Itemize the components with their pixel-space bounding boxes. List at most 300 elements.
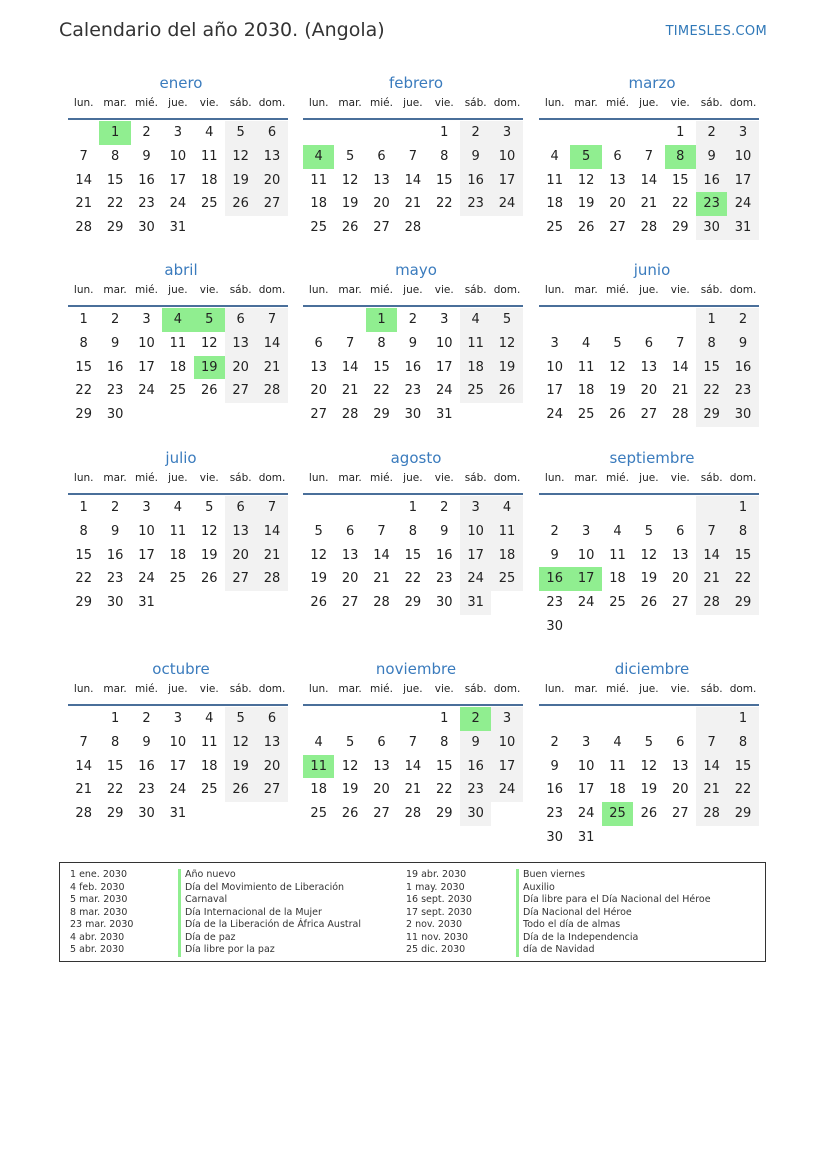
day-cell: 12: [310, 547, 327, 563]
holiday-name: Día Internacional de la Mujer: [178, 907, 361, 920]
day-cell: 7: [676, 335, 685, 351]
day-cell: 9: [460, 731, 491, 755]
day-cell: 10: [169, 148, 187, 164]
day-cell: 16: [404, 359, 422, 375]
day-cell: 21: [341, 383, 359, 399]
day-cell: 5: [644, 734, 653, 750]
day-cell: 10: [546, 359, 563, 375]
month-name: noviembre: [375, 660, 457, 678]
empty-cell: [570, 707, 601, 731]
weekday-label: mié.: [135, 284, 158, 296]
day-cell: 18: [310, 196, 327, 212]
day-cell: 17: [138, 547, 155, 563]
day-cell: 27: [671, 806, 689, 822]
weekday-label: mié.: [135, 472, 158, 484]
day-cell: 29: [373, 407, 390, 423]
day-cell: 17: [727, 169, 758, 193]
weekday-label: mar.: [338, 472, 362, 484]
day-cell: 25: [460, 379, 491, 403]
weekday-header: [539, 94, 759, 120]
weekday-header: [303, 94, 523, 120]
weekday-label: dom.: [729, 472, 757, 484]
weekday-label: jue.: [403, 284, 423, 296]
day-cell: 14: [671, 359, 689, 375]
weekday-label: mié.: [370, 683, 393, 695]
holiday-name: Día de la Liberación de África Austral: [178, 919, 361, 932]
holiday-day-cell: 1: [366, 308, 397, 332]
day-cell: 31: [169, 806, 187, 822]
day-cell: 4: [491, 496, 522, 520]
day-cell: 23: [435, 571, 453, 587]
month-junio: [539, 259, 759, 427]
day-cell: 20: [256, 169, 287, 193]
empty-cell: [539, 121, 570, 145]
day-cell: 28: [75, 220, 92, 236]
day-cell: 25: [310, 806, 327, 822]
empty-cell: [696, 707, 727, 731]
day-cell: 20: [671, 571, 689, 587]
day-cell: 6: [377, 734, 386, 750]
holiday-names-right: [516, 869, 711, 957]
empty-cell: [397, 121, 428, 145]
day-cell: 1: [440, 125, 449, 140]
day-cell: 19: [640, 782, 658, 798]
day-cell: 31: [727, 216, 758, 240]
weekday-label: lun.: [544, 284, 565, 296]
day-cell: 15: [75, 547, 92, 563]
day-cell: 28: [404, 220, 422, 236]
day-cell: 14: [75, 172, 92, 188]
day-cell: 5: [314, 523, 323, 539]
holiday-day-cell: 25: [602, 802, 633, 826]
weekday-label: sáb.: [229, 683, 252, 695]
day-cell: 28: [75, 806, 92, 822]
day-cell: 7: [79, 734, 88, 750]
weekday-label: mar.: [103, 683, 127, 695]
day-cell: 3: [440, 312, 449, 327]
weekday-label: sáb.: [700, 284, 723, 296]
holiday-names-left: [178, 869, 361, 957]
holiday-list: [59, 862, 766, 962]
day-cell: 4: [613, 734, 622, 750]
holiday-day-cell: 4: [303, 145, 334, 169]
day-cell: 30: [404, 407, 422, 423]
weekday-label: jue.: [639, 97, 659, 109]
day-cell: 20: [225, 356, 256, 380]
empty-cell: [665, 707, 696, 731]
day-cell: 28: [373, 595, 390, 611]
day-cell: 3: [491, 121, 522, 145]
weekday-label: vie.: [670, 284, 690, 296]
month-name: mayo: [395, 261, 437, 279]
weekday-header: [539, 469, 759, 495]
day-cell: 1: [727, 496, 758, 520]
weekday-label: jue.: [403, 472, 423, 484]
day-cell: 7: [408, 734, 417, 750]
day-cell: 9: [142, 734, 151, 750]
holiday-name: Día de paz: [178, 932, 361, 945]
day-cell: 1: [440, 711, 449, 726]
day-cell: 10: [727, 145, 758, 169]
day-cell: 3: [173, 125, 182, 140]
day-cell: 4: [550, 148, 559, 164]
weekday-label: mar.: [338, 683, 362, 695]
day-cell: 26: [491, 379, 522, 403]
day-cell: 19: [609, 383, 626, 399]
weekday-label: jue.: [168, 97, 188, 109]
day-cell: 30: [435, 595, 453, 611]
holiday-day-cell: 5: [194, 308, 225, 332]
day-cell: 18: [169, 547, 187, 563]
day-cell: 22: [373, 383, 390, 399]
day-cell: 13: [341, 547, 359, 563]
weekday-label: dom.: [258, 97, 286, 109]
weekday-label: dom.: [493, 683, 521, 695]
day-grid: [539, 496, 759, 639]
weekday-label: mié.: [135, 683, 158, 695]
day-cell: 1: [676, 125, 685, 140]
day-cell: 11: [169, 335, 187, 351]
month-febrero: [303, 72, 523, 240]
holiday-date: 4 feb. 2030: [70, 881, 125, 893]
day-cell: 9: [110, 335, 120, 351]
day-cell: 15: [106, 172, 124, 188]
day-cell: 13: [671, 547, 689, 563]
day-cell: 24: [169, 196, 187, 212]
day-cell: 8: [727, 520, 758, 544]
holiday-name: Año nuevo: [178, 869, 361, 882]
day-cell: 26: [225, 778, 256, 802]
weekday-label: mar.: [103, 284, 127, 296]
day-cell: 29: [106, 220, 124, 236]
brand-link[interactable]: TIMESLES.COM: [665, 24, 767, 39]
day-grid: [68, 496, 288, 615]
day-cell: 16: [696, 169, 727, 193]
day-cell: 15: [435, 758, 453, 774]
empty-cell: [570, 308, 601, 332]
day-cell: 13: [609, 172, 626, 188]
day-cell: 12: [341, 172, 359, 188]
day-cell: 28: [671, 407, 689, 423]
day-cell: 22: [727, 567, 758, 591]
day-cell: 1: [727, 707, 758, 731]
day-cell: 28: [341, 407, 359, 423]
day-cell: 27: [640, 407, 658, 423]
weekday-label: vie.: [434, 683, 454, 695]
weekday-label: vie.: [199, 97, 219, 109]
day-cell: 19: [577, 196, 595, 212]
day-cell: 17: [577, 782, 595, 798]
month-name: junio: [633, 261, 671, 279]
empty-cell: [334, 496, 365, 520]
day-cell: 11: [169, 523, 187, 539]
day-cell: 30: [460, 802, 491, 826]
day-cell: 18: [169, 359, 187, 375]
month-octubre: [68, 658, 288, 826]
day-cell: 11: [491, 520, 522, 544]
month-name: agosto: [390, 449, 442, 467]
day-cell: 26: [310, 595, 327, 611]
day-cell: 30: [106, 595, 124, 611]
day-cell: 17: [460, 544, 491, 568]
holiday-day-cell: 8: [665, 145, 696, 169]
day-cell: 4: [581, 335, 591, 351]
day-cell: 4: [314, 734, 323, 750]
day-cell: 27: [225, 379, 256, 403]
day-cell: 26: [640, 595, 658, 611]
day-cell: 12: [200, 523, 218, 539]
day-cell: 31: [577, 829, 595, 845]
empty-cell: [303, 121, 334, 145]
day-cell: 16: [106, 359, 124, 375]
holiday-dates-left: [70, 869, 133, 957]
day-grid: [303, 121, 523, 240]
day-cell: 30: [138, 806, 155, 822]
day-cell: 11: [577, 359, 595, 375]
day-cell: 11: [460, 332, 491, 356]
day-cell: 8: [377, 335, 386, 351]
day-cell: 26: [341, 806, 359, 822]
holiday-date: 4 abr. 2030: [70, 931, 125, 943]
day-cell: 15: [435, 172, 453, 188]
weekday-label: dom.: [258, 284, 286, 296]
day-cell: 25: [577, 407, 595, 423]
day-cell: 16: [138, 758, 155, 774]
holiday-day-cell: 16: [539, 567, 570, 591]
day-cell: 31: [138, 595, 155, 611]
day-cell: 6: [613, 148, 622, 164]
day-cell: 15: [696, 356, 727, 380]
day-cell: 27: [256, 192, 287, 216]
day-cell: 17: [546, 383, 563, 399]
weekday-header: [303, 680, 523, 706]
day-cell: 29: [727, 802, 758, 826]
weekday-label: mar.: [574, 284, 598, 296]
day-cell: 17: [138, 359, 155, 375]
day-cell: 3: [491, 707, 522, 731]
day-cell: 10: [491, 731, 522, 755]
day-cell: 23: [546, 595, 563, 611]
day-cell: 11: [200, 148, 218, 164]
day-cell: 2: [460, 121, 491, 145]
empty-cell: [633, 308, 664, 332]
month-agosto: [303, 447, 523, 615]
day-cell: 2: [142, 711, 151, 726]
day-cell: 15: [106, 758, 124, 774]
empty-cell: [334, 121, 365, 145]
holiday-day-cell: 2: [460, 707, 491, 731]
weekday-header: [303, 281, 523, 307]
day-cell: 4: [205, 125, 214, 140]
day-cell: 15: [404, 547, 422, 563]
day-cell: 24: [169, 782, 187, 798]
weekday-label: lun.: [544, 472, 565, 484]
day-cell: 23: [404, 383, 422, 399]
day-cell: 30: [106, 407, 124, 423]
empty-cell: [696, 496, 727, 520]
weekday-header: [68, 680, 288, 706]
day-cell: 6: [225, 308, 256, 332]
day-cell: 10: [577, 547, 595, 563]
weekday-label: dom.: [493, 97, 521, 109]
day-cell: 27: [256, 778, 287, 802]
weekday-label: dom.: [258, 683, 286, 695]
day-grid: [303, 308, 523, 427]
day-cell: 6: [256, 707, 287, 731]
day-cell: 13: [640, 359, 658, 375]
day-grid: [68, 707, 288, 826]
day-cell: 21: [640, 196, 658, 212]
holiday-day-cell: 5: [570, 145, 601, 169]
day-cell: 5: [205, 500, 214, 515]
day-cell: 29: [404, 595, 422, 611]
day-cell: 8: [727, 731, 758, 755]
holiday-date: 16 sept. 2030: [406, 894, 472, 905]
day-cell: 21: [373, 571, 390, 587]
day-cell: 14: [373, 547, 390, 563]
day-cell: 31: [169, 220, 187, 236]
day-cell: 22: [404, 571, 422, 587]
weekday-label: mié.: [606, 683, 629, 695]
weekday-label: sáb.: [229, 472, 252, 484]
day-cell: 3: [142, 500, 151, 515]
day-grid: [68, 308, 288, 427]
day-cell: 30: [696, 216, 727, 240]
weekday-label: mié.: [370, 97, 393, 109]
day-cell: 24: [435, 383, 453, 399]
day-cell: 1: [79, 312, 88, 327]
day-cell: 25: [200, 782, 218, 798]
day-cell: 5: [613, 335, 622, 351]
day-cell: 22: [75, 571, 92, 587]
holiday-day-cell: 23: [696, 192, 727, 216]
holiday-date: 2 nov. 2030: [406, 919, 462, 930]
day-cell: 11: [609, 758, 626, 774]
day-cell: 15: [671, 172, 689, 188]
day-cell: 20: [310, 383, 327, 399]
day-cell: 27: [373, 806, 390, 822]
day-cell: 28: [256, 567, 287, 591]
day-cell: 14: [256, 332, 287, 356]
day-cell: 11: [546, 172, 563, 188]
day-cell: 2: [408, 312, 417, 327]
day-cell: 24: [727, 192, 758, 216]
weekday-label: lun.: [73, 472, 94, 484]
empty-cell: [334, 308, 365, 332]
day-cell: 18: [310, 782, 327, 798]
month-julio: [68, 447, 288, 615]
day-cell: 6: [225, 496, 256, 520]
day-cell: 21: [696, 778, 727, 802]
weekday-label: jue.: [639, 284, 659, 296]
empty-cell: [366, 121, 397, 145]
weekday-label: mar.: [338, 284, 362, 296]
holiday-date: 19 abr. 2030: [406, 869, 467, 880]
day-cell: 23: [460, 192, 491, 216]
day-cell: 8: [110, 734, 120, 750]
day-cell: 29: [75, 407, 92, 423]
day-cell: 9: [550, 547, 559, 563]
day-cell: 8: [440, 734, 449, 750]
day-cell: 4: [205, 711, 214, 726]
day-cell: 8: [79, 523, 88, 539]
day-cell: 3: [173, 711, 182, 726]
day-cell: 1: [79, 500, 88, 515]
month-noviembre: [303, 658, 523, 826]
day-cell: 7: [256, 496, 287, 520]
day-cell: 25: [200, 196, 218, 212]
day-cell: 4: [460, 308, 491, 332]
holiday-date: 1 may. 2030: [406, 881, 465, 893]
weekday-label: jue.: [168, 284, 188, 296]
day-cell: 20: [373, 196, 390, 212]
day-cell: 3: [460, 496, 491, 520]
day-cell: 14: [75, 758, 92, 774]
weekday-label: vie.: [670, 683, 690, 695]
day-cell: 3: [142, 312, 151, 327]
day-cell: 26: [225, 192, 256, 216]
day-grid: [303, 707, 523, 826]
day-cell: 19: [341, 782, 359, 798]
page-title: Calendario del año 2030. (Angola): [59, 19, 385, 41]
day-cell: 13: [671, 758, 689, 774]
day-cell: 22: [696, 379, 727, 403]
day-cell: 16: [460, 755, 491, 779]
weekday-label: mié.: [370, 284, 393, 296]
day-cell: 28: [696, 802, 727, 826]
holiday-name: Carnaval: [178, 894, 361, 907]
day-grid: [539, 121, 759, 240]
weekday-label: jue.: [639, 683, 659, 695]
day-cell: 18: [200, 758, 218, 774]
day-cell: 7: [696, 731, 727, 755]
weekday-label: sáb.: [700, 683, 723, 695]
month-name: febrero: [388, 74, 444, 92]
day-cell: 10: [460, 520, 491, 544]
day-cell: 5: [225, 121, 256, 145]
weekday-label: vie.: [434, 284, 454, 296]
holiday-date: 23 mar. 2030: [70, 919, 134, 930]
day-cell: 11: [609, 547, 626, 563]
day-cell: 8: [696, 332, 727, 356]
day-cell: 3: [727, 121, 758, 145]
day-cell: 28: [256, 379, 287, 403]
day-cell: 14: [256, 520, 287, 544]
day-cell: 30: [138, 220, 155, 236]
day-cell: 21: [671, 383, 689, 399]
empty-cell: [665, 496, 696, 520]
day-cell: 24: [138, 571, 155, 587]
day-cell: 31: [435, 407, 453, 423]
day-cell: 30: [546, 829, 563, 845]
day-cell: 23: [138, 196, 155, 212]
weekday-label: mar.: [574, 472, 598, 484]
day-cell: 16: [106, 547, 124, 563]
day-cell: 6: [256, 121, 287, 145]
day-cell: 23: [106, 571, 124, 587]
day-cell: 17: [435, 359, 453, 375]
day-cell: 9: [110, 523, 120, 539]
weekday-label: mié.: [606, 97, 629, 109]
day-cell: 24: [546, 407, 563, 423]
day-cell: 29: [106, 806, 124, 822]
day-cell: 24: [491, 192, 522, 216]
day-cell: 15: [727, 544, 758, 568]
holiday-name: Día libre por la paz: [178, 944, 361, 957]
holiday-day-cell: 4: [162, 308, 193, 332]
day-cell: 26: [341, 220, 359, 236]
day-cell: 29: [435, 806, 453, 822]
